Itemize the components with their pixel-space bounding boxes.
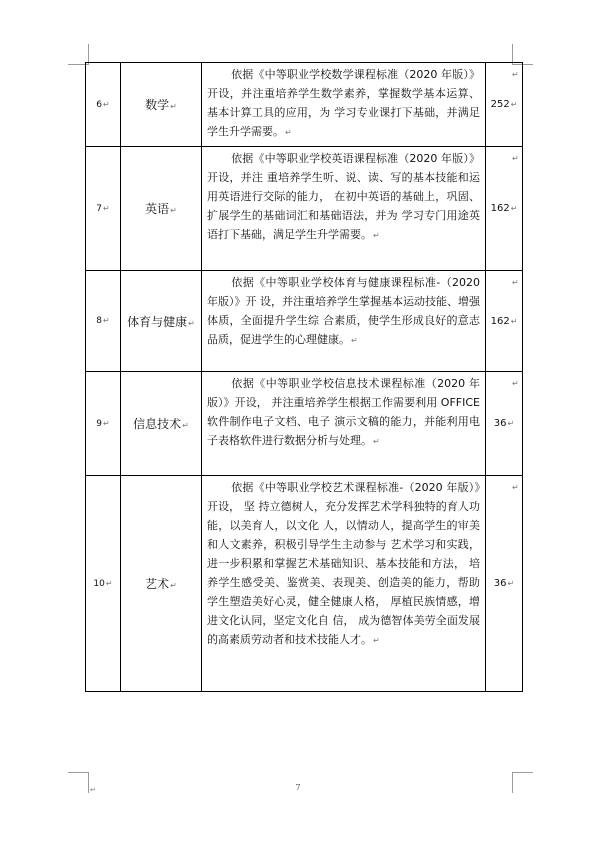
course-name: 信息技术↵ <box>121 372 202 476</box>
table-row <box>86 63 523 147</box>
course-hours: 36↵ <box>486 476 523 692</box>
row-end-mark: ↵ <box>512 70 519 79</box>
course-name: 体育与健康↵ <box>121 271 202 372</box>
table-row <box>86 147 523 271</box>
table-row <box>86 476 523 692</box>
row-number: 6↵ <box>86 63 121 147</box>
paragraph-mark: ↵ <box>90 786 96 794</box>
course-description: 依据《中等职业学校艺术课程标准-（2020 年版）》开设， 坚 持立德树人，充分发挥艺术学科独特的育人功能，以美育人，以文化 人，以情动人，提高学生的审美和人文素养，积极引导学生主动参与 艺术学习和实践，进一步积累和掌握艺术基础知识、基本技能和方法， 培养学生感受美、鉴赏美、表现美、创造美的能力，帮助学生塑造美好心灵，健全健康人格， 厚植民族情感，增进文化认同，坚定文化自 信， 成为德智体美劳全面发展的高素质劳动者和技术技能人才。↵ <box>202 476 486 692</box>
course-description: 依据《中等职业学校信息技术课程标准（2020 年版）》开设， 并注重培养学生根据工作需要利用 OFFICE 软件制作电子文档、电子 演示文稿的能力，并能利用电子表格软件进行数据分析与处理。↵ <box>202 372 486 476</box>
course-name: 英语↵ <box>121 147 202 271</box>
course-name: 数学↵ <box>121 63 202 147</box>
row-number: 10↵ <box>86 476 121 692</box>
row-end-mark: ↵ <box>512 278 519 287</box>
course-table <box>85 62 523 692</box>
row-end-mark: ↵ <box>512 483 519 492</box>
course-hours: 162↵ <box>486 147 523 271</box>
row-end-mark: ↵ <box>512 154 519 163</box>
page-number: 7 <box>295 783 301 792</box>
course-hours: 36↵ <box>486 372 523 476</box>
row-number: 7↵ <box>86 147 121 271</box>
course-description: 依据《中等职业学校数学课程标准（2020 年版）》开设，并注重培养学生数学素养，掌握数学基本运算、基本计算工具的应用，为 学习专业课打下基础，并满足学生升学需要。↵ <box>202 63 486 147</box>
course-hours: 162↵ <box>486 271 523 372</box>
course-description: 依据《中等职业学校体育与健康课程标准-（2020 年版）》开 设，并注重培养学生掌握基本运动技能、增强体质，全面提升学生综 合素质，使学生形成良好的意志品质，促进学生的心理健康。↵ <box>202 271 486 372</box>
row-number: 9↵ <box>86 372 121 476</box>
course-hours: 252↵ <box>486 63 523 147</box>
row-number: 8↵ <box>86 271 121 372</box>
table-row <box>86 271 523 372</box>
course-name: 艺术↵ <box>121 476 202 692</box>
paragraph-mark: ↵ <box>103 99 110 109</box>
table-row <box>86 372 523 476</box>
course-description: 依据《中等职业学校英语课程标准（2020 年版）》开设，并注 重培养学生听、说、读、写的基本技能和运用英语进行交际的能力， 在初中英语的基础上，巩固、扩展学生的基础词汇和基础语法，并为 学习专门用途英语打下基础，满足学生升学需要。↵ <box>202 147 486 271</box>
row-end-mark: ↵ <box>512 379 519 388</box>
